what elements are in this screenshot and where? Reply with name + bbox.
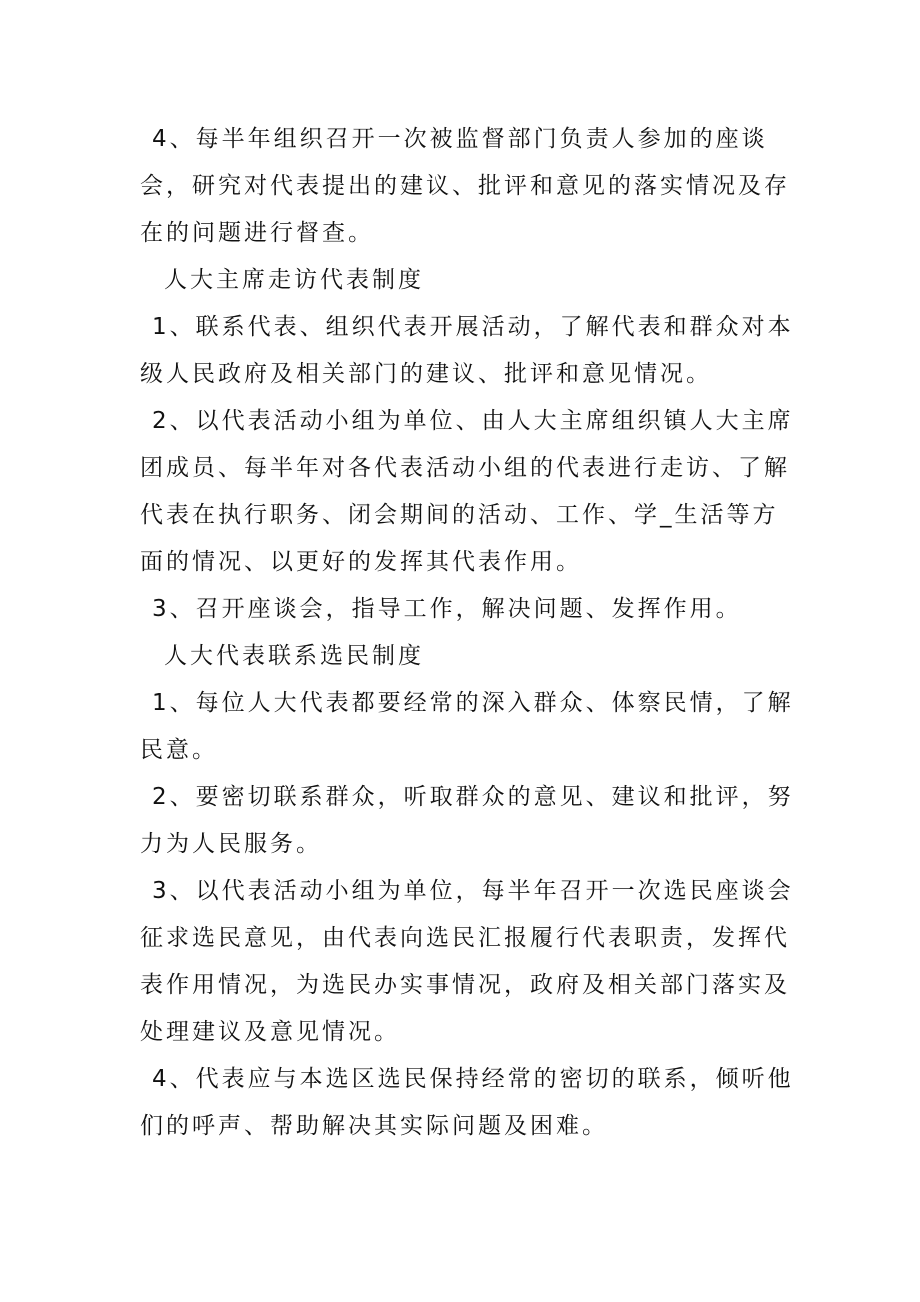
paragraph-contact-representatives: 1、联系代表、组织代表开展活动，了解代表和群众对本级人民政府及相关部门的建议、批评和意见情况。 — [140, 314, 794, 387]
paragraph-semiannual-visits: 2、以代表活动小组为单位、由人大主席组织镇人大主席团成员、每半年对各代表活动小组的代表进行走访、了解代表在执行职务、闭会期间的活动、工作、学_生活等方面的情况、以更好的发挥其代表作用。 — [140, 408, 794, 575]
paragraph-understand-public: 1、每位人大代表都要经常的深入群众、体察民情，了解民意。 — [140, 690, 794, 763]
paragraph-voter-meetings: 3、以代表活动小组为单位，每半年召开一次选民座谈会征求选民意见，由代表向选民汇报履行代表职责，发挥代表作用情况，为选民办实事情况，政府及相关部门落实及处理建议及意见情况。 — [140, 878, 794, 1045]
section-heading-chairman-visits: 人大主席走访代表制度 — [164, 267, 424, 293]
section-heading-voter-contact: 人大代表联系选民制度 — [164, 643, 424, 669]
paragraph-keep-contact: 4、代表应与本选区选民保持经常的密切的联系，倾听他们的呼声、帮助解决其实际问题及困难。 — [140, 1066, 794, 1139]
paragraph-hold-meetings: 3、召开座谈会，指导工作，解决问题、发挥作用。 — [152, 596, 742, 622]
paragraph-supervision-meeting: 4、每半年组织召开一次被监督部门负责人参加的座谈会，研究对代表提出的建议、批评和意见的落实情况及存在的问题进行督查。 — [140, 126, 790, 246]
paragraph-serve-people: 2、要密切联系群众，听取群众的意见、建议和批评，努力为人民服务。 — [140, 784, 794, 857]
document-body — [140, 116, 800, 1150]
